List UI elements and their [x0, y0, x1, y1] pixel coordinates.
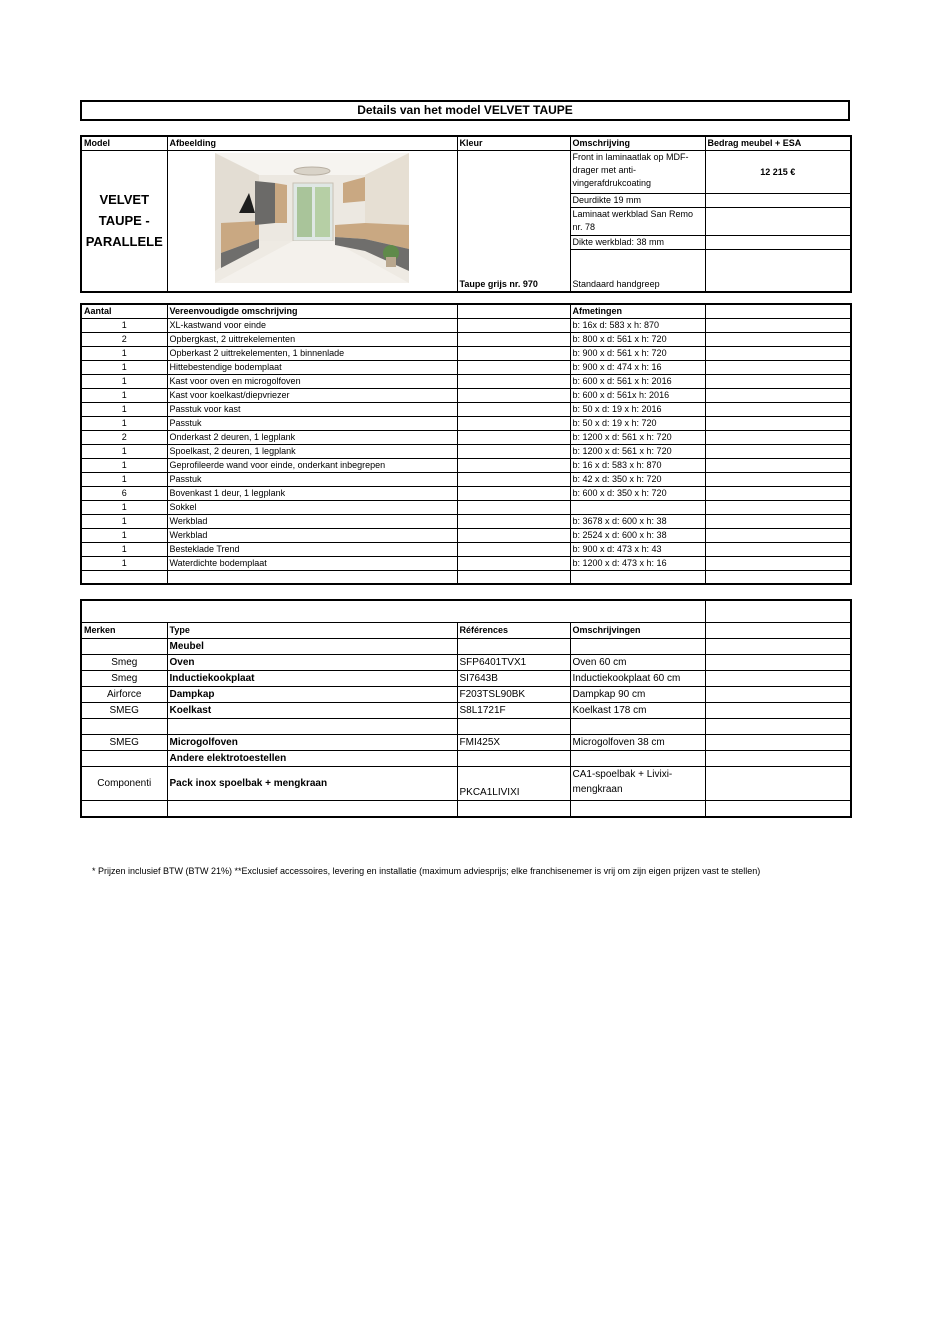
- brand-cell: SMEG: [81, 734, 167, 750]
- model-image-cell: [167, 151, 457, 292]
- ref-cell: PKCA1LIVIXI: [457, 766, 570, 800]
- empty-cell: [705, 670, 851, 686]
- qty-cell: 1: [81, 556, 167, 570]
- desc-cell: Geprofileerde wand voor einde, onderkant inbegrepen: [167, 458, 457, 472]
- model-name: VELVET TAUPE - PARALLELE: [81, 151, 167, 292]
- empty-cell: [457, 388, 570, 402]
- empty-cell: [705, 430, 851, 444]
- description-2: Deurdikte 19 mm: [570, 194, 705, 208]
- header-empty: [705, 622, 851, 638]
- desc-cell: Opberkast 2 uittrekelementen, 1 binnenlade: [167, 346, 457, 360]
- empty-cell: [457, 472, 570, 486]
- qty-cell: 1: [81, 542, 167, 556]
- dim-cell: b: 600 x d: 561 x h: 2016: [570, 374, 705, 388]
- empty-cell: [705, 800, 851, 817]
- dim-cell: b: 2524 x d: 600 x h: 38: [570, 528, 705, 542]
- section-meubel-row: [81, 638, 851, 654]
- model-table: [80, 135, 852, 293]
- table-row: [81, 402, 851, 416]
- qty-cell: 1: [81, 360, 167, 374]
- ref-cell: F203TSL90BK: [457, 686, 570, 702]
- appliances-header: [81, 622, 851, 638]
- header-merken: Merken: [81, 622, 167, 638]
- qty-cell: 6: [81, 486, 167, 500]
- qty-cell: 1: [81, 528, 167, 542]
- ref-cell: SI7643B: [457, 670, 570, 686]
- brand-cell: Smeg: [81, 654, 167, 670]
- table-row: [81, 332, 851, 346]
- empty-cell: [167, 570, 457, 584]
- table-row: [81, 486, 851, 500]
- empty-cell: [457, 500, 570, 514]
- page-title: Details van het model VELVET TAUPE: [80, 100, 850, 121]
- empty-cell: [705, 570, 851, 584]
- empty-cell: [457, 750, 570, 766]
- empty-cell: [705, 750, 851, 766]
- description-4: Dikte werkblad: 38 mm: [570, 236, 705, 250]
- empty-cell: [457, 346, 570, 360]
- dim-cell: b: 42 x d: 350 x h: 720: [570, 472, 705, 486]
- empty-cell: [457, 318, 570, 332]
- empty-cell: [457, 528, 570, 542]
- qty-cell: 2: [81, 430, 167, 444]
- header-references: Références: [457, 622, 570, 638]
- header-model: Model: [81, 136, 167, 151]
- ref-cell: SFP6401TVX1: [457, 654, 570, 670]
- table-row: [81, 556, 851, 570]
- header-empty: [705, 304, 851, 319]
- table-row-empty: [81, 570, 851, 584]
- brand-cell: Componenti: [81, 766, 167, 800]
- empty-cell: [705, 638, 851, 654]
- empty-cell: [705, 766, 851, 800]
- empty-cell: [457, 542, 570, 556]
- qty-cell: 1: [81, 500, 167, 514]
- empty-cell: [705, 528, 851, 542]
- table-row: [81, 360, 851, 374]
- empty-cell: [705, 514, 851, 528]
- empty-cell: [705, 486, 851, 500]
- document-page: [80, 100, 850, 818]
- empty-cell: [81, 750, 167, 766]
- empty-cell: [705, 734, 851, 750]
- qty-cell: 1: [81, 416, 167, 430]
- qty-cell: 2: [81, 332, 167, 346]
- empty-cell: [81, 800, 167, 817]
- dim-cell: b: 900 x d: 561 x h: 720: [570, 346, 705, 360]
- empty-cell: [705, 686, 851, 702]
- qty-cell: 1: [81, 514, 167, 528]
- empty-cell: [81, 600, 705, 622]
- dim-cell: b: 50 x d: 19 x h: 720: [570, 416, 705, 430]
- ref-cell: FMI425X: [457, 734, 570, 750]
- empty-cell: [705, 236, 851, 250]
- price-value: 12 215 €: [705, 151, 851, 194]
- desc-cell: CA1-spoelbak + Livixi-mengkraan: [570, 766, 705, 800]
- empty-cell: [457, 556, 570, 570]
- empty-cell: [570, 800, 705, 817]
- header-vereenvoudigde: Vereenvoudigde omschrijving: [167, 304, 457, 319]
- kitchen-image: [215, 153, 409, 283]
- items-table-header: [81, 304, 851, 319]
- desc-cell: Hittebestendige bodemplaat: [167, 360, 457, 374]
- description-1: Front in laminaatlak op MDF-drager met anti-vingerafdrukcoating: [570, 151, 705, 194]
- empty-cell: [457, 514, 570, 528]
- appliances-top-row: [81, 600, 851, 622]
- desc-cell: Microgolfoven 38 cm: [570, 734, 705, 750]
- desc-cell: Besteklade Trend: [167, 542, 457, 556]
- empty-cell: [167, 800, 457, 817]
- table-row-componenti: [81, 766, 851, 800]
- dim-cell: [570, 500, 705, 514]
- table-row-empty: [81, 800, 851, 817]
- empty-cell: [705, 718, 851, 734]
- empty-cell: [705, 600, 851, 622]
- section-andere: Andere elektrotoestellen: [167, 750, 457, 766]
- empty-cell: [705, 374, 851, 388]
- empty-cell: [457, 416, 570, 430]
- qty-cell: 1: [81, 472, 167, 486]
- empty-cell: [570, 718, 705, 734]
- dim-cell: b: 50 x d: 19 x h: 2016: [570, 402, 705, 416]
- qty-cell: 1: [81, 402, 167, 416]
- empty-cell: [81, 570, 167, 584]
- brand-cell: SMEG: [81, 702, 167, 718]
- empty-cell: [705, 458, 851, 472]
- header-aantal: Aantal: [81, 304, 167, 319]
- footnote: * Prijzen inclusief BTW (BTW 21%) **Exclusief accessoires, levering en installatie (maximum adviesprijs; elke franchisenemer is vrij om zijn eigen prijzen vast te stellen): [92, 866, 761, 876]
- dim-cell: b: 900 x d: 474 x h: 16: [570, 360, 705, 374]
- qty-cell: 1: [81, 374, 167, 388]
- dim-cell: b: 1200 x d: 561 x h: 720: [570, 444, 705, 458]
- header-omschrijving: Omschrijving: [570, 136, 705, 151]
- qty-cell: 1: [81, 388, 167, 402]
- ref-cell: S8L1721F: [457, 702, 570, 718]
- desc-cell: Werkblad: [167, 528, 457, 542]
- type-cell: Microgolfoven: [167, 734, 457, 750]
- desc-cell: Inductiekookplaat 60 cm: [570, 670, 705, 686]
- desc-cell: Passtuk voor kast: [167, 402, 457, 416]
- table-row: [81, 318, 851, 332]
- empty-cell: [457, 800, 570, 817]
- empty-cell: [705, 360, 851, 374]
- table-row: [81, 500, 851, 514]
- empty-cell: [457, 360, 570, 374]
- desc-cell: Passtuk: [167, 472, 457, 486]
- dim-cell: b: 16x d: 583 x h: 870: [570, 318, 705, 332]
- empty-cell: [705, 332, 851, 346]
- dim-cell: b: 600 x d: 350 x h: 720: [570, 486, 705, 500]
- empty-cell: [705, 346, 851, 360]
- header-type: Type: [167, 622, 457, 638]
- table-row: [81, 670, 851, 686]
- desc-cell: Koelkast 178 cm: [570, 702, 705, 718]
- table-row: [81, 654, 851, 670]
- empty-cell: [705, 542, 851, 556]
- empty-cell: [457, 486, 570, 500]
- dim-cell: b: 1200 x d: 473 x h: 16: [570, 556, 705, 570]
- table-row: [81, 346, 851, 360]
- empty-cell: [705, 250, 851, 292]
- table-row: [81, 686, 851, 702]
- empty-cell: [457, 402, 570, 416]
- empty-cell: [705, 388, 851, 402]
- description-3: Laminaat werkblad San Remo nr. 78: [570, 208, 705, 236]
- desc-cell: Sokkel: [167, 500, 457, 514]
- type-cell: Oven: [167, 654, 457, 670]
- table-row: [81, 388, 851, 402]
- empty-cell: [81, 638, 167, 654]
- qty-cell: 1: [81, 444, 167, 458]
- empty-cell: [570, 638, 705, 654]
- empty-cell: [705, 444, 851, 458]
- empty-cell: [457, 430, 570, 444]
- dim-cell: b: 600 x d: 561x h: 2016: [570, 388, 705, 402]
- empty-cell: [705, 702, 851, 718]
- table-row: [81, 542, 851, 556]
- table-row: [81, 702, 851, 718]
- dim-cell: b: 900 x d: 473 x h: 43: [570, 542, 705, 556]
- empty-cell: [705, 194, 851, 208]
- items-body: [81, 318, 851, 570]
- table-row: [81, 528, 851, 542]
- empty-cell: [457, 332, 570, 346]
- desc-cell: Oven 60 cm: [570, 654, 705, 670]
- desc-cell: Dampkap 90 cm: [570, 686, 705, 702]
- desc-cell: Spoelkast, 2 deuren, 1 legplank: [167, 444, 457, 458]
- qty-cell: 1: [81, 346, 167, 360]
- dim-cell: b: 800 x d: 561 x h: 720: [570, 332, 705, 346]
- empty-cell: [705, 556, 851, 570]
- table-row-micro: [81, 734, 851, 750]
- type-cell: Inductiekookplaat: [167, 670, 457, 686]
- qty-cell: 1: [81, 318, 167, 332]
- empty-cell: [570, 750, 705, 766]
- desc-cell: Opbergkast, 2 uittrekelementen: [167, 332, 457, 346]
- header-empty: [457, 304, 570, 319]
- desc-cell: Onderkast 2 deuren, 1 legplank: [167, 430, 457, 444]
- empty-cell: [167, 718, 457, 734]
- appliances-table: [80, 599, 852, 818]
- header-afmetingen: Afmetingen: [570, 304, 705, 319]
- brand-cell: Smeg: [81, 670, 167, 686]
- brand-cell: Airforce: [81, 686, 167, 702]
- header-kleur: Kleur: [457, 136, 570, 151]
- empty-cell: [457, 638, 570, 654]
- empty-cell: [705, 500, 851, 514]
- empty-cell: [457, 718, 570, 734]
- qty-cell: 1: [81, 458, 167, 472]
- section-andere-row: [81, 750, 851, 766]
- table-row: [81, 514, 851, 528]
- kitchen-illustration: [215, 153, 409, 283]
- dim-cell: b: 16 x d: 583 x h: 870: [570, 458, 705, 472]
- desc-cell: Kast voor koelkast/diepvriezer: [167, 388, 457, 402]
- empty-cell: [457, 374, 570, 388]
- desc-cell: Bovenkast 1 deur, 1 legplank: [167, 486, 457, 500]
- header-afbeelding: Afbeelding: [167, 136, 457, 151]
- appliances-body: [81, 654, 851, 718]
- items-table: [80, 303, 852, 586]
- table-row: [81, 430, 851, 444]
- table-row: [81, 416, 851, 430]
- empty-cell: [705, 654, 851, 670]
- desc-cell: Passtuk: [167, 416, 457, 430]
- empty-cell: [457, 570, 570, 584]
- table-row: [81, 472, 851, 486]
- dim-cell: b: 1200 x d: 561 x h: 720: [570, 430, 705, 444]
- table-row-empty: [81, 718, 851, 734]
- dim-cell: b: 3678 x d: 600 x h: 38: [570, 514, 705, 528]
- desc-cell: XL-kastwand voor einde: [167, 318, 457, 332]
- header-omschrijvingen: Omschrijvingen: [570, 622, 705, 638]
- header-bedrag: Bedrag meubel + ESA: [705, 136, 851, 151]
- table-row: [81, 444, 851, 458]
- empty-cell: [705, 208, 851, 236]
- empty-cell: [457, 444, 570, 458]
- empty-cell: [705, 472, 851, 486]
- desc-cell: Kast voor oven en microgolfoven: [167, 374, 457, 388]
- model-table-header: [81, 136, 851, 151]
- empty-cell: [705, 402, 851, 416]
- empty-cell: [705, 318, 851, 332]
- type-cell: Dampkap: [167, 686, 457, 702]
- empty-cell: [705, 416, 851, 430]
- type-cell: Koelkast: [167, 702, 457, 718]
- description-5: Standaard handgreep: [570, 250, 705, 292]
- section-meubel: Meubel: [167, 638, 457, 654]
- empty-cell: [81, 718, 167, 734]
- empty-cell: [457, 458, 570, 472]
- table-row: [81, 374, 851, 388]
- desc-cell: Werkblad: [167, 514, 457, 528]
- type-cell: Pack inox spoelbak + mengkraan: [167, 766, 457, 800]
- empty-cell: [570, 570, 705, 584]
- table-row: [81, 458, 851, 472]
- desc-cell: Waterdichte bodemplaat: [167, 556, 457, 570]
- kleur-value: Taupe grijs nr. 970: [457, 151, 570, 292]
